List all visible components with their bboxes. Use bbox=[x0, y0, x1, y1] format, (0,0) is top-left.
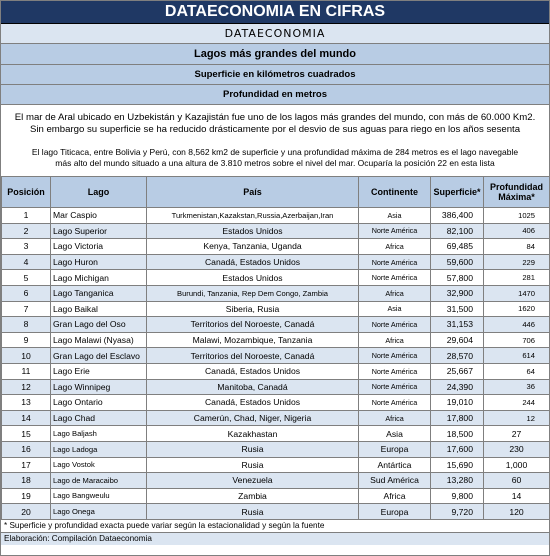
cell-area: 31,153 bbox=[431, 317, 484, 333]
cell-depth: 36 bbox=[484, 379, 550, 395]
cell-area: 28,570 bbox=[431, 348, 484, 364]
footnote: * Superficie y profundidad exacta puede variar según la estacionalidad y según la fuente bbox=[1, 520, 549, 533]
cell-depth: 1620 bbox=[484, 301, 550, 317]
cell-continent: Asia bbox=[359, 301, 431, 317]
cell-lake: Lago Winnipeg bbox=[51, 379, 147, 395]
cell-depth: 27 bbox=[484, 426, 550, 442]
cell-area: 386,400 bbox=[431, 208, 484, 224]
cell-lake: Lago Huron bbox=[51, 254, 147, 270]
column-header-continent: Continente bbox=[359, 177, 431, 208]
cell-country: Venezuela bbox=[147, 473, 359, 489]
credit-line: Elaboración: Compilación Dataeconomia bbox=[1, 533, 549, 545]
cell-country: Canadá, Estados Unidos bbox=[147, 363, 359, 379]
cell-continent: Norte América bbox=[359, 223, 431, 239]
cell-depth: 1470 bbox=[484, 285, 550, 301]
cell-country: Zambia bbox=[147, 488, 359, 504]
cell-rank: 3 bbox=[2, 239, 51, 255]
cell-lake: Lago Michigan bbox=[51, 270, 147, 286]
lakes-table bbox=[1, 176, 550, 520]
cell-area: 13,280 bbox=[431, 473, 484, 489]
cell-rank: 7 bbox=[2, 301, 51, 317]
cell-depth: 244 bbox=[484, 395, 550, 411]
cell-area: 82,100 bbox=[431, 223, 484, 239]
brand-subtitle: DATAECONOMIA bbox=[1, 24, 549, 44]
cell-area: 17,600 bbox=[431, 441, 484, 457]
cell-continent: Norte América bbox=[359, 270, 431, 286]
column-header-lake: Lago bbox=[51, 177, 147, 208]
cell-depth: 1,000 bbox=[484, 457, 550, 473]
cell-lake: Gran Lago del Esclavo bbox=[51, 348, 147, 364]
table-row bbox=[2, 363, 550, 379]
cell-area: 31,500 bbox=[431, 301, 484, 317]
table-row bbox=[2, 332, 550, 348]
cell-depth: 614 bbox=[484, 348, 550, 364]
cell-depth: 60 bbox=[484, 473, 550, 489]
cell-continent: Europa bbox=[359, 504, 431, 520]
cell-continent: Africa bbox=[359, 410, 431, 426]
cell-rank: 5 bbox=[2, 270, 51, 286]
page-title: DATAECONOMIA EN CIFRAS bbox=[1, 1, 549, 24]
cell-depth: 406 bbox=[484, 223, 550, 239]
cell-country: Canadá, Estados Unidos bbox=[147, 395, 359, 411]
table-body bbox=[2, 208, 550, 520]
cell-rank: 4 bbox=[2, 254, 51, 270]
cell-lake: Lago Victoria bbox=[51, 239, 147, 255]
cell-lake: Lago Onega bbox=[51, 504, 147, 520]
table-row bbox=[2, 270, 550, 286]
cell-rank: 12 bbox=[2, 379, 51, 395]
aral-note: El mar de Aral ubicado en Uzbekistán y Kazajistán fue uno de los lagos más grandes del mundo, con más de 60.000 Km2. Sin embargo su superficie se ha reducido drásticamente por el desvio de sus aguas para riego en los años sesenta bbox=[14, 112, 536, 135]
cell-area: 69,485 bbox=[431, 239, 484, 255]
cell-lake: Lago Superior bbox=[51, 223, 147, 239]
cell-country: Camerún, Chad, Niger, Nigeria bbox=[147, 410, 359, 426]
cell-country: Territorios del Noroeste, Canadá bbox=[147, 317, 359, 333]
cell-rank: 11 bbox=[2, 363, 51, 379]
cell-lake: Lago Chad bbox=[51, 410, 147, 426]
table-row bbox=[2, 488, 550, 504]
table-row bbox=[2, 239, 550, 255]
cell-country: Territorios del Noroeste, Canadá bbox=[147, 348, 359, 364]
cell-continent: Norte América bbox=[359, 379, 431, 395]
cell-lake: Lago Baikal bbox=[51, 301, 147, 317]
cell-lake: Lago Tanganica bbox=[51, 285, 147, 301]
cell-continent: Africa bbox=[359, 332, 431, 348]
cell-rank: 2 bbox=[2, 223, 51, 239]
table-row bbox=[2, 317, 550, 333]
cell-country: Burundi, Tanzania, Rep Dem Congo, Zambia bbox=[147, 285, 359, 301]
section-title: Lagos más grandes del mundo bbox=[1, 44, 549, 65]
cell-country: Kazakhastan bbox=[147, 426, 359, 442]
cell-country: Kenya, Tanzania, Uganda bbox=[147, 239, 359, 255]
cell-continent: Norte América bbox=[359, 395, 431, 411]
table-row bbox=[2, 348, 550, 364]
cell-lake: Lago Ontario bbox=[51, 395, 147, 411]
table-row bbox=[2, 441, 550, 457]
cell-rank: 9 bbox=[2, 332, 51, 348]
cell-country: Rusia bbox=[147, 457, 359, 473]
cell-area: 9,800 bbox=[431, 488, 484, 504]
cell-continent: Europa bbox=[359, 441, 431, 457]
cell-country: Turkmenistan,Kazakstan,Russia,Azerbaijan,Iran bbox=[147, 208, 359, 224]
table-row bbox=[2, 504, 550, 520]
table-row bbox=[2, 395, 550, 411]
cell-lake: Lago Baljash bbox=[51, 426, 147, 442]
cell-country: Siberia, Rusia bbox=[147, 301, 359, 317]
cell-depth: 281 bbox=[484, 270, 550, 286]
cell-area: 18,500 bbox=[431, 426, 484, 442]
cell-rank: 10 bbox=[2, 348, 51, 364]
cell-area: 9,720 bbox=[431, 504, 484, 520]
cell-rank: 15 bbox=[2, 426, 51, 442]
cell-rank: 8 bbox=[2, 317, 51, 333]
cell-country: Malawi, Mozambique, Tanzania bbox=[147, 332, 359, 348]
cell-rank: 13 bbox=[2, 395, 51, 411]
cell-lake: Lago Bangweulu bbox=[51, 488, 147, 504]
table-row bbox=[2, 410, 550, 426]
cell-rank: 20 bbox=[2, 504, 51, 520]
table-row bbox=[2, 426, 550, 442]
cell-lake: Lago de Maracaibo bbox=[51, 473, 147, 489]
column-header-area: Superficie* bbox=[431, 177, 484, 208]
cell-rank: 18 bbox=[2, 473, 51, 489]
cell-area: 25,667 bbox=[431, 363, 484, 379]
cell-area: 17,800 bbox=[431, 410, 484, 426]
cell-continent: Norte América bbox=[359, 348, 431, 364]
cell-lake: Gran Lago del Oso bbox=[51, 317, 147, 333]
cell-rank: 16 bbox=[2, 441, 51, 457]
column-header-depth: Profundidad Máxima* bbox=[484, 177, 550, 208]
cell-country: Rusia bbox=[147, 441, 359, 457]
cell-rank: 6 bbox=[2, 285, 51, 301]
cell-lake: Lago Malawi (Nyasa) bbox=[51, 332, 147, 348]
cell-depth: 1025 bbox=[484, 208, 550, 224]
cell-rank: 17 bbox=[2, 457, 51, 473]
cell-lake: Lago Erie bbox=[51, 363, 147, 379]
table-row bbox=[2, 457, 550, 473]
cell-continent: Antártica bbox=[359, 457, 431, 473]
cell-depth: 229 bbox=[484, 254, 550, 270]
table-header-row bbox=[2, 177, 550, 208]
cell-country: Canadá, Estados Unidos bbox=[147, 254, 359, 270]
cell-continent: Africa bbox=[359, 285, 431, 301]
units-area-note: Superficie en kilómetros cuadrados bbox=[1, 65, 549, 85]
table-row bbox=[2, 254, 550, 270]
cell-continent: Asia bbox=[359, 208, 431, 224]
cell-area: 57,800 bbox=[431, 270, 484, 286]
cell-lake: Mar Caspio bbox=[51, 208, 147, 224]
cell-depth: 706 bbox=[484, 332, 550, 348]
cell-rank: 19 bbox=[2, 488, 51, 504]
table-row bbox=[2, 208, 550, 224]
cell-country: Rusia bbox=[147, 504, 359, 520]
cell-continent: Norte América bbox=[359, 317, 431, 333]
cell-country: Manitoba, Canadá bbox=[147, 379, 359, 395]
cell-depth: 84 bbox=[484, 239, 550, 255]
cell-continent: Africa bbox=[359, 488, 431, 504]
cell-depth: 230 bbox=[484, 441, 550, 457]
units-depth-note: Profundidad en metros bbox=[1, 85, 549, 105]
titicaca-note: El lago Titicaca, entre Bolivia y Perú, con 8,562 km2 de superficie y una profundidad máxima de 284 metros es el lago navegable más alto del mundo situado a una altura de 3.810 metros sobre el nivel del mar. Ocuparía la posición 22 en esta lista bbox=[31, 147, 519, 168]
cell-continent: Sud América bbox=[359, 473, 431, 489]
cell-continent: Norte América bbox=[359, 254, 431, 270]
table-row bbox=[2, 223, 550, 239]
cell-depth: 64 bbox=[484, 363, 550, 379]
cell-continent: Africa bbox=[359, 239, 431, 255]
table-row bbox=[2, 473, 550, 489]
cell-lake: Lago Ladoga bbox=[51, 441, 147, 457]
cell-lake: Lago Vostok bbox=[51, 457, 147, 473]
cell-depth: 12 bbox=[484, 410, 550, 426]
cell-depth: 446 bbox=[484, 317, 550, 333]
cell-country: Estados Unidos bbox=[147, 270, 359, 286]
cell-area: 24,390 bbox=[431, 379, 484, 395]
cell-depth: 120 bbox=[484, 504, 550, 520]
cell-area: 59,600 bbox=[431, 254, 484, 270]
cell-continent: Norte América bbox=[359, 363, 431, 379]
cell-area: 19,010 bbox=[431, 395, 484, 411]
cell-continent: Asia bbox=[359, 426, 431, 442]
table-row bbox=[2, 379, 550, 395]
cell-rank: 1 bbox=[2, 208, 51, 224]
table-row bbox=[2, 301, 550, 317]
cell-country: Estados Unidos bbox=[147, 223, 359, 239]
cell-area: 32,900 bbox=[431, 285, 484, 301]
cell-area: 15,690 bbox=[431, 457, 484, 473]
column-header-rank: Posición bbox=[2, 177, 51, 208]
column-header-country: País bbox=[147, 177, 359, 208]
cell-rank: 14 bbox=[2, 410, 51, 426]
cell-area: 29,604 bbox=[431, 332, 484, 348]
table-row bbox=[2, 285, 550, 301]
cell-depth: 14 bbox=[484, 488, 550, 504]
